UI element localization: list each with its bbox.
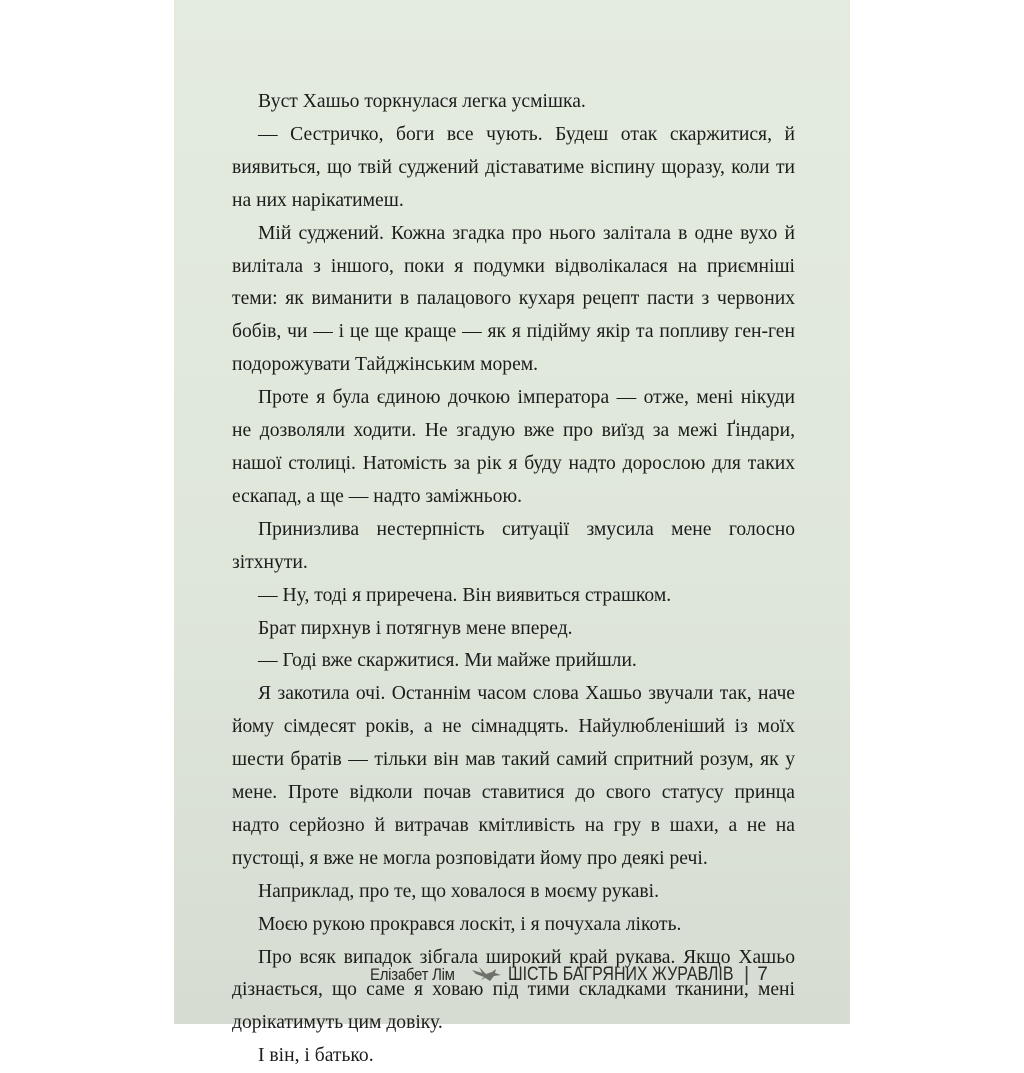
paragraph: Моєю рукою прокрався лоскіт, і я почухала лікоть.: [258, 913, 682, 935]
separator: |: [744, 963, 750, 986]
paragraph: Вуст Хашьо торкнулася легка усмішка.: [258, 91, 586, 112]
book-page: [174, 0, 850, 1067]
paragraph: Про всяк випадок зібгала широкий край рукава. Якщо Хашьо дізнається, що саме я ховаю під тими складками тканини, мені дорікатимуть цим довіку.: [232, 946, 795, 1034]
running-footer: [370, 960, 768, 990]
crane-icon: [470, 964, 504, 986]
page-number: 7: [757, 964, 768, 985]
paragraph: Брат пирхнув і потягнув мене вперед.: [258, 617, 573, 639]
paragraph: Наприклад, про те, що ховалося в моєму рукаві.: [258, 880, 660, 902]
paragraph: Я закотила очі. Останнім часом слова Хашьо звучали так, наче йому сімдесят років, а не сімнадцять. Найулюбленіший із моїх шести братів — тільки він мав такий самий спритний розум, як у мене. Проте відколи почав ставитися до свого статусу принца надто серйозно й витрачав кмітливість на гру в шахи, а не на пустощі, я вже не могла розповідати йому про деякі речі.: [232, 683, 795, 869]
author-name: Елізабет Лім: [370, 965, 455, 984]
paragraph: Мій суджений. Кожна згадка про нього залітала в одне вухо й вилітала з іншого, поки я подумки відволікалася на приємніші теми: як виманити в палацового кухаря рецепт пасти з червоних бобів, чи — і це ще краще — як я підійму якір та попливу ген-ген подорожувати Тайджінським морем.: [232, 222, 795, 376]
paragraph: — Ну, тоді я приречена. Він виявиться страшком.: [258, 584, 672, 606]
paragraph: Проте я була єдиною дочкою імператора — отже, мені нікуди не дозволяли ходити. Не згадую вже про виїзд за межі Ґіндари, нашої столиці. Натомість за рік я буду надто дорослою для таких ескапад, а ще — надто заміжньою.: [232, 387, 795, 507]
paragraph: Принизлива нестерпність ситуації змусила мене голосно зітхнути.: [232, 518, 795, 573]
paragraph: — Годі вже скаржитися. Ми майже прийшли.: [258, 650, 637, 672]
paragraph: І він, і батько.: [258, 1045, 374, 1067]
body-text: [232, 86, 795, 1073]
paragraph: — Сестричко, боги все чують. Будеш отак скаржитися, й виявиться, що твій суджений діставатиме віспину щоразу, коли ти на них нарікатимеш.: [232, 123, 795, 211]
book-title: ШІСТЬ БАГРЯНИХ ЖУРАВЛІВ: [508, 964, 734, 985]
